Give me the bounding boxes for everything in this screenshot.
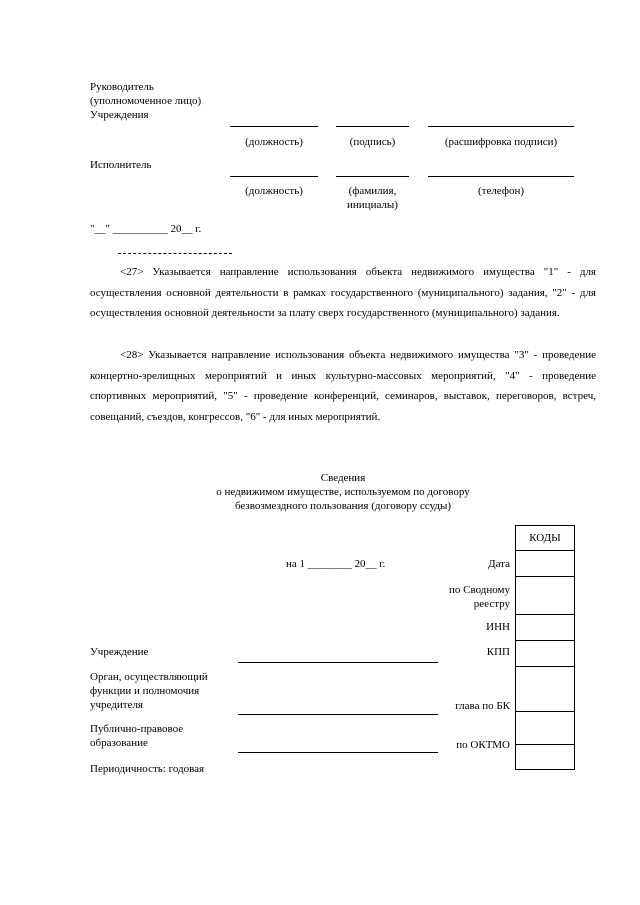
executor-position-caption: (должность) xyxy=(245,185,303,197)
form-title-line: безвозмездного пользования (договору ссуды) xyxy=(234,500,452,512)
executor-name-caption-line1: (фамилия, xyxy=(348,185,397,197)
executor-name-caption xyxy=(330,184,415,212)
organ-line xyxy=(238,714,438,715)
code-cell-oktmo xyxy=(516,712,575,745)
code-cell-date xyxy=(516,551,575,577)
executor-phone-line xyxy=(428,176,574,177)
label-organ xyxy=(90,670,208,712)
label-public xyxy=(90,722,183,750)
executor-name-caption-line2: инициалы) xyxy=(347,199,398,211)
label-periodicity: Периодичность: годовая xyxy=(90,763,205,775)
label-kpp: КПП xyxy=(486,646,510,658)
head-label-line: Руководитель xyxy=(90,81,154,93)
label-organ-line: учредителя xyxy=(90,699,143,711)
label-public-line: образование xyxy=(90,737,148,749)
label-date: Дата xyxy=(488,558,510,570)
label-public-line: Публично-правовое xyxy=(90,723,184,735)
label-organ-line: функции и полномочия xyxy=(90,685,200,697)
label-glava: глава по БК xyxy=(455,700,510,712)
label-svod-2: реестру xyxy=(473,598,510,610)
label-organ-line: Орган, осуществляющий xyxy=(90,671,208,683)
code-cell-period xyxy=(516,745,575,770)
codes-table xyxy=(515,525,575,770)
head-label-line: (уполномоченное лицо) xyxy=(90,95,202,107)
code-cell-glava xyxy=(516,667,575,712)
code-cell-inn xyxy=(516,615,575,641)
signature-line xyxy=(336,126,409,127)
signature-decode-caption: (расшифровка подписи) xyxy=(444,136,558,148)
label-oktmo: по ОКТМО xyxy=(456,739,510,751)
footnote-27: <27> Указывается направление использования объекта недвижимого имущества "1" - для осуществления основной деятельности в рамках государственного (муниципального) задания, "2" - для осуществления основной деятельности за плату сверх государственного (муниципального) задания. xyxy=(90,266,596,319)
executor-position-line xyxy=(230,176,318,177)
label-inn: ИНН xyxy=(486,621,510,633)
code-cell-svod xyxy=(516,577,575,615)
position-signature-line xyxy=(230,126,318,127)
signature-date: "__" __________ 20__ г. xyxy=(90,223,202,235)
form-title xyxy=(90,471,596,513)
label-institution: Учреждение xyxy=(90,646,149,658)
form-title-line: Сведения xyxy=(320,472,366,484)
label-svod-1: по Сводному xyxy=(448,584,510,596)
signature-decode-line xyxy=(428,126,574,127)
form-title-line: о недвижимом имуществе, используемом по договору xyxy=(216,486,470,498)
executor-label: Исполнитель xyxy=(90,159,152,171)
head-label-line: Учреждения xyxy=(90,109,149,121)
head-label xyxy=(90,80,201,122)
position-caption: (должность) xyxy=(245,136,303,148)
signature-caption: (подпись) xyxy=(349,136,396,148)
footnote-separator xyxy=(118,253,232,254)
footnote-28: <28> Указывается направление использования объекта недвижимого имущества "3" - проведение концертно-зрелищных мероприятий и иных культурно-массовых мероприятий, "4" - проведение спортивных мероприятий, "5" - проведение конференций, семинаров, выставок, переговоров, встреч, совещаний, съездов, конгрессов, "6" - для иных мероприятий. xyxy=(90,349,596,423)
institution-line xyxy=(238,662,438,663)
executor-name-line xyxy=(336,176,409,177)
public-line xyxy=(238,752,438,753)
code-cell-kpp xyxy=(516,641,575,667)
executor-phone-caption: (телефон) xyxy=(477,185,525,197)
codes-header: КОДЫ xyxy=(516,526,575,551)
form-date: на 1 ________ 20__ г. xyxy=(286,558,386,570)
